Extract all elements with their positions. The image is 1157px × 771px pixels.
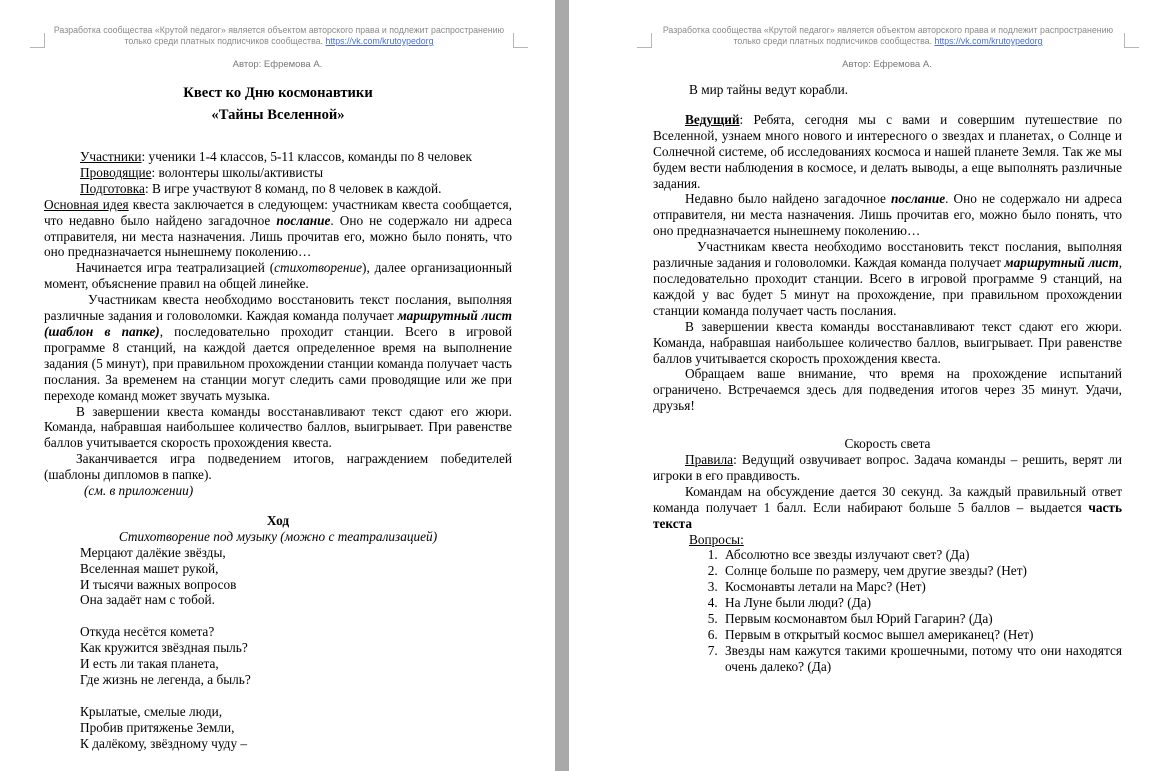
copyright-line: Разработка сообщества «Крутой педагог» является объектом авторского права и подлежит распространению	[53, 25, 505, 35]
page-gap	[555, 0, 569, 771]
poem-line: Крылатые, смелые люди,	[80, 704, 223, 719]
rules-paragraph: Правила: Ведущий озвучивает вопрос. Задача команды – решить, верят ли игроки в его правдивость.	[653, 452, 1122, 483]
header-corner-mark	[30, 33, 45, 48]
poem-line: Вселенная машет рукой,	[80, 560, 219, 576]
doc-subtitle: «Тайны Вселенной»	[211, 107, 345, 123]
message-paragraph: Недавно было найдено загадочное послание. Оно не содержало ни адреса отправителя, ни места назначения. Лишь прочитав его, можно было понять, что оно предназначается нынешнему поколению…	[653, 191, 1122, 239]
hosts-line: Проводящие: волонтеры школы/активисты	[80, 164, 324, 180]
question-item: 3. Космонавты летали на Марс? (Нет)	[721, 579, 1122, 595]
discussion-paragraph: Командам на обсуждение дается 30 секунд. За каждый правильный ответ команда получает 1 балл. Если набирают больше 5 баллов – выдается часть текста	[653, 483, 1122, 531]
poem-line: Пробив притяженье Земли,	[80, 719, 235, 735]
question-item: 5. Первым космонавтом был Юрий Гагарин? (Да)	[721, 611, 1122, 627]
poem-line: Где жизнь не легенда, а быль?	[80, 672, 251, 688]
community-link[interactable]: https://vk.com/krutoypedorg	[934, 36, 1043, 46]
idea-paragraph: Основная идея квеста заключается в следующем: участникам квеста сообщается, что недавно было найдено загадочное послание. Оно не содержало ни адреса отправителя, ни места назначения. Лишь прочитав его, можно было понять, что оно предназначается нынешнему поколению…	[44, 196, 512, 260]
station-title: Скорость света	[844, 436, 931, 452]
participants-line: Участники: ученики 1-4 классов, 5-11 классов, команды по 8 человек	[80, 149, 472, 164]
poem-line: Она задаёт нам с тобой.	[80, 592, 215, 608]
questions-list	[653, 547, 1122, 674]
poem-stanza-3	[80, 704, 512, 752]
poem-line: К далёкому, звёздному чуду –	[80, 735, 248, 751]
task-paragraph: Участникам квеста необходимо восстановить текст послания, выполняя различные задания и головоломки. Каждая команда получает маршрутный лист, последовательно проходит станции. Всего в игровой программе 9 станций, на каждой у вас будет 5 минут на прохождение, при правильном прохождении станции команда получает часть послания.	[653, 239, 1123, 318]
final-paragraph: Заканчивается игра подведением итогов, награждением победителей (шаблоны дипломов в папке).	[44, 451, 512, 483]
copyright-header	[48, 25, 510, 47]
header-corner-mark	[637, 33, 652, 48]
copyright-line: Разработка сообщества «Крутой педагог» является объектом авторского права и подлежит распространению	[662, 25, 1114, 35]
poem-caption: Стихотворение под музыку (можно с театрализацией)	[118, 528, 438, 544]
poem-line: И тысячи важных вопросов	[80, 576, 237, 592]
poem-line: Как кружится звёздная пыль?	[80, 640, 248, 656]
document-page-2	[569, 0, 1157, 771]
page-2-body	[653, 82, 1122, 675]
end-paragraph: В завершении квеста команды восстанавливают текст сдают его жюри. Команда, набравшая наибольшее количество баллов, выигрывает. При равенстве баллов учитывается скорость прохождения квеста.	[44, 403, 512, 451]
question-item: 1. Абсолютно все звезды излучают свет? (Да)	[721, 547, 1122, 563]
author-line: Автор: Ефремова А.	[842, 59, 932, 70]
poem-stanza-2	[80, 624, 512, 688]
community-link[interactable]: https://vk.com/krutoypedorg	[325, 36, 434, 46]
poem-line: Откуда несётся комета?	[80, 624, 215, 640]
header-corner-mark	[1124, 33, 1139, 48]
header-corner-mark	[513, 33, 528, 48]
author-line: Автор: Ефремова А.	[232, 59, 323, 70]
page-1-body	[44, 86, 512, 752]
poem-line: И есть ли такая планета,	[80, 656, 219, 672]
question-item: 7. Звезды нам кажутся такими крошечными, потому что они находятся очень далеко? (Да)	[721, 643, 1122, 675]
doc-title: Квест ко Дню космонавтики	[183, 85, 373, 101]
copyright-header	[655, 25, 1121, 47]
document-page-1	[0, 0, 555, 771]
task-paragraph: Участникам квеста необходимо восстановить текст послания, выполняя различные задания и головоломки. Каждая команда получает маршрутный лист (шаблон в папке), последовательно проходит станции. Всего в игровой программе 8 станций, на каждой дается определенное время на выполнение задания (5 минут), при правильном прохождении станции команда получает часть послания. За временем на станции могут следить сами проводящие или же при переходе команд может звучать музыка.	[44, 292, 513, 403]
poem-line: В мир тайны ведут корабли.	[689, 82, 849, 97]
prep-line: Подготовка: В игре участвуют 8 команд, по 8 человек в каждой.	[80, 180, 442, 196]
copyright-line-2: только среди платных подписчиков сообщества. https://vk.com/krutoypedorg	[124, 36, 434, 46]
poem-line: Мерцают далёкие звёзды,	[80, 544, 226, 560]
section-heading: Ход	[266, 512, 290, 528]
end-paragraph: В завершении квеста команды восстанавливают текст сдают его жюри. Команда, набравшая наибольшее количество баллов, выигрывает. При равенстве баллов учитывается скорость прохождения квеста.	[653, 318, 1122, 366]
start-paragraph: Начинается игра театрализацией (стихотворение), далее организационный момент, объяснение правил на общей линейке.	[44, 260, 512, 292]
question-item: 2. Солнце больше по размеру, чем другие звезды? (Нет)	[721, 563, 1122, 579]
question-item: 6. Первым в открытый космос вышел американец? (Нет)	[721, 627, 1122, 643]
appendix-note: (см. в приложении)	[84, 483, 194, 499]
question-item: 4. На Луне были люди? (Да)	[721, 595, 1122, 611]
poem-stanza-1	[80, 545, 512, 609]
host-paragraph: Ведущий: Ребята, сегодня мы с вами и совершим путешествие по Вселенной, узнаем много нового и интересного о звездах и планетах, о Солнце и Солнечной системе, об исследованиях космоса и нашей планете Земля. Так же мы будем вести наблюдения в космосе, и делать выводы, а еще выполнять различные задания.	[653, 111, 1122, 191]
attention-paragraph: Обращаем ваше внимание, что время на прохождение испытаний ограничено. Встречаемся здесь для подведения итогов через 35 минут. Удачи, друзья!	[653, 366, 1122, 414]
copyright-line-2: только среди платных подписчиков сообщества. https://vk.com/krutoypedorg	[733, 36, 1043, 46]
questions-label: Вопросы:	[689, 531, 744, 547]
